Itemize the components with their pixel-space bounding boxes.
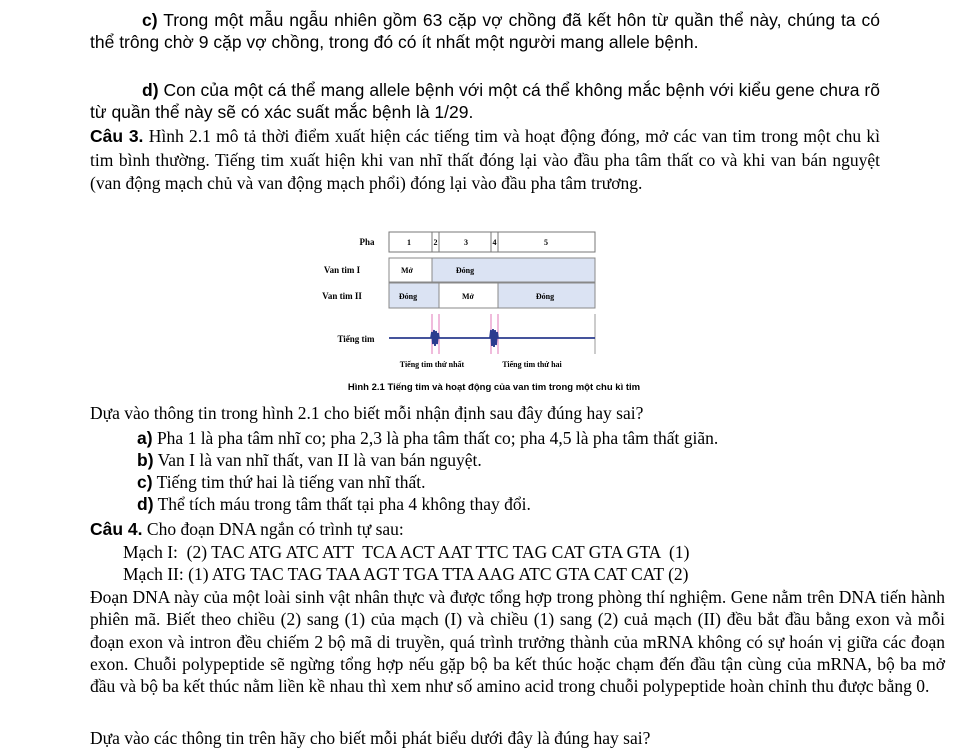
phase-4: 4: [492, 238, 497, 247]
q3-item-d: [137, 493, 857, 515]
van2-closed-a: Đóng: [398, 292, 418, 301]
row-label-van2: Van tim II: [322, 291, 362, 301]
sound-2-label: Tiếng tim thứ hai: [502, 360, 562, 369]
row-label-pha: Pha: [359, 237, 375, 247]
q4-prompt: Dựa vào các thông tin trên hãy cho biết mỗi phát biểu dưới đây là đúng hay sai?: [90, 728, 651, 748]
q3-item-a: [137, 427, 857, 449]
van1-closed: Đóng: [455, 266, 475, 275]
van2-closed-b: Đóng: [535, 292, 555, 301]
q3-item-c-label: c): [137, 472, 153, 492]
q3-item-b-text: Van I là van nhĩ thất, van II là van bán nguyệt.: [157, 450, 482, 470]
q3-item-c: [137, 471, 857, 493]
q2-item-d-text: Con của một cá thể mang allele bệnh với một cá thể không mắc bệnh với kiểu gene chưa rõ từ quần thể này sẽ có xác suất mắc bệnh là 1/29.: [90, 80, 880, 122]
phase-3: 3: [464, 238, 468, 247]
heart-sound-trace: [389, 329, 595, 347]
q3-intro: [90, 125, 880, 196]
heart-cycle-figure: [300, 226, 720, 396]
q3-label: Câu 3.: [90, 126, 144, 146]
q4-body: Đoạn DNA này của một loài sinh vật nhân thực và được tổng hợp trong phòng thí nghiệm. Gene nằm trên DNA tiến hành phiên mã. Biết theo chiều (2) sang (1) của mạch (I) và chiều (1) sang (2) cuả mạch (II) đều bắt đầu bằng exon và mỗi đoạn exon và intron đều chiếm 2 bộ mã di truyền, quá trình trưởng thành của mRNA không có sự hoán vị giữa các đoạn exon. Chuỗi polypeptide sẽ ngừng tổng hợp nếu gặp bộ ba kết thúc hoặc chạm đến đầu tận cùng của mRNA, bộ ba mở đầu và bộ ba kết thúc nằm liền kề nhau thì xem như số amino acid trong chuỗi polypeptide hoàn chỉnh thu được bằng 0.: [90, 587, 945, 697]
phase-5: 5: [544, 238, 548, 247]
q2-item-c-label: c): [142, 10, 158, 30]
sound-1-label: Tiếng tim thứ nhất: [399, 360, 465, 369]
q3-items: [137, 427, 857, 515]
q2-item-c-text: Trong một mẫu ngẫu nhiên gồm 63 cặp vợ chồng đã kết hôn từ quần thể này, chúng ta có thể trông chờ 9 cặp vợ chồng, trong đó có ít nhất một người mang allele bệnh.: [90, 10, 881, 52]
van1-open: Mở: [401, 266, 413, 275]
q2-item-d: [90, 79, 880, 123]
q2-item-c: [90, 9, 880, 53]
q4-intro-text: Cho đoạn DNA ngắn có trình tự sau:: [146, 519, 404, 539]
q3-prompt: Dựa vào thông tin trong hình 2.1 cho biết mỗi nhận định sau đây đúng hay sai?: [90, 403, 644, 423]
row-label-van1: Van tim I: [323, 265, 361, 275]
van2-open: Mở: [462, 292, 474, 301]
phase-2: 2: [433, 238, 438, 247]
q3-intro-text: Hình 2.1 mô tả thời điểm xuất hiện các tiếng tim và hoạt động đóng, mở các van tim trong một chu kì tim bình thường. Tiếng tim xuất hiện khi van nhĩ thất đóng lại vào đầu pha tâm thất co và khi van bán nguyệt (van động mạch chủ và van động mạch phổi) đóng lại vào đầu pha tâm trương.: [90, 126, 881, 193]
figure-caption: Hình 2.1 Tiếng tim và hoạt động của van tim trong một chu kì tim: [347, 382, 641, 393]
q4-intro: [90, 518, 890, 540]
q4-label: Câu 4.: [90, 519, 143, 539]
q3-item-b-label: b): [137, 450, 154, 470]
q3-item-a-label: a): [137, 428, 153, 448]
q3-item-d-label: d): [137, 494, 154, 514]
q3-item-d-text: Thể tích máu trong tâm thất tại pha 4 không thay đổi.: [157, 494, 531, 514]
q3-item-a-text: Pha 1 là pha tâm nhĩ co; pha 2,3 là pha tâm thất co; pha 4,5 là pha tâm thất giãn.: [156, 428, 719, 448]
q3-item-b: [137, 449, 857, 471]
row-label-sound: Tiếng tim: [337, 334, 375, 344]
phase-1: 1: [407, 238, 411, 247]
dna-strand-2: Mạch II: (1) ATG TAC TAG TAA AGT TGA TTA AAG ATC GTA CAT CAT (2): [123, 564, 689, 584]
q2-item-d-label: d): [142, 80, 159, 100]
q3-item-c-text: Tiếng tim thứ hai là tiếng van nhĩ thất.: [156, 472, 426, 492]
dna-strand-1: Mạch I: (2) TAC ATG ATC ATT TCA ACT AAT TTC TAG CAT GTA GTA (1): [123, 542, 690, 562]
